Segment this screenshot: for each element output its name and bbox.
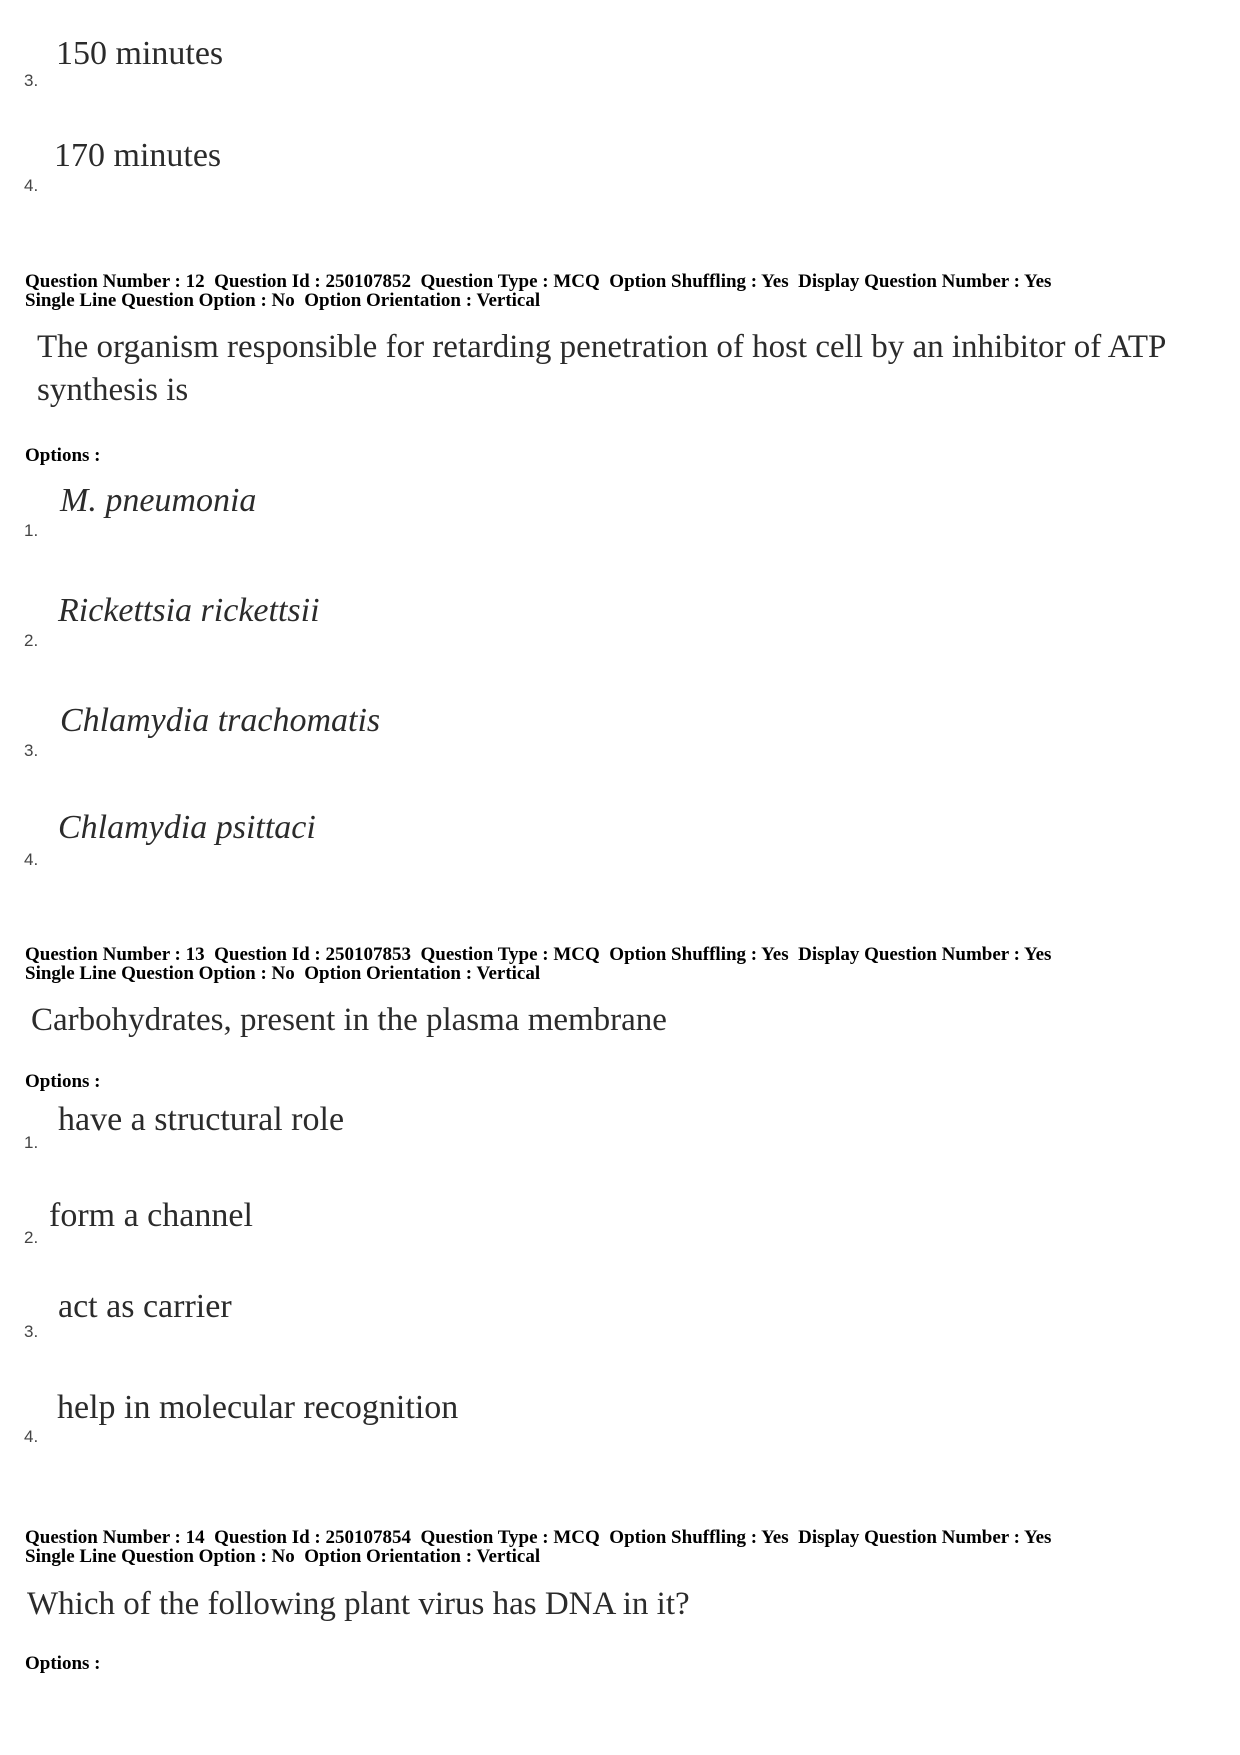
q13-option-3-text: act as carrier: [58, 1288, 232, 1325]
q13-option-1-number: 1.: [24, 1133, 39, 1152]
q12-option-2-text: Rickettsia rickettsii: [58, 592, 320, 629]
q13-options-label: Options :: [25, 1071, 101, 1092]
q14-question-text: Which of the following plant virus has DNA in it?: [27, 1586, 690, 1622]
prev-option-4-number: 4.: [24, 176, 39, 195]
q14-options-label: Options :: [25, 1653, 101, 1674]
q12-option-4-number: 4.: [24, 850, 39, 869]
q12-option-3-text: Chlamydia trachomatis: [60, 702, 381, 739]
q13-option-2-number: 2.: [24, 1228, 39, 1247]
prev-option-3-text: 150 minutes: [56, 35, 224, 72]
q14-meta-line-2: Single Line Question Option : No Option Orientation : Vertical: [25, 1546, 541, 1567]
q13-option-1-text: have a structural role: [58, 1101, 345, 1138]
q14-meta-line-1: Question Number : 14 Question Id : 250107854 Question Type : MCQ Option Shuffling : Yes Display Question Number : Yes: [25, 1527, 1052, 1548]
q13-meta-line-2: Single Line Question Option : No Option Orientation : Vertical: [25, 963, 541, 984]
q12-options-label: Options :: [25, 445, 101, 466]
q12-option-3-number: 3.: [24, 741, 39, 760]
q12-option-2-number: 2.: [24, 631, 39, 650]
q13-option-3-number: 3.: [24, 1322, 39, 1341]
q13-option-4-number: 4.: [24, 1427, 39, 1446]
q13-option-4-text: help in molecular recognition: [57, 1389, 459, 1426]
prev-option-4-text: 170 minutes: [54, 137, 222, 174]
q12-option-4-text: Chlamydia psittaci: [58, 809, 316, 846]
q12-question-text-line-1: The organism responsible for retarding penetration of host cell by an inhibitor of ATP: [37, 329, 1167, 365]
q12-meta-line-2: Single Line Question Option : No Option Orientation : Vertical: [25, 290, 541, 311]
q12-question-text-line-2: synthesis is: [37, 372, 189, 408]
q13-option-2-text: form a channel: [49, 1197, 253, 1234]
q13-meta-line-1: Question Number : 13 Question Id : 250107853 Question Type : MCQ Option Shuffling : Yes Display Question Number : Yes: [25, 944, 1052, 965]
q12-option-1-text: M. pneumonia: [60, 482, 257, 519]
q13-question-text: Carbohydrates, present in the plasma membrane: [31, 1002, 667, 1038]
prev-option-3-number: 3.: [24, 71, 39, 90]
q12-option-1-number: 1.: [24, 521, 39, 540]
q12-meta-line-1: Question Number : 12 Question Id : 250107852 Question Type : MCQ Option Shuffling : Yes Display Question Number : Yes: [25, 271, 1052, 292]
